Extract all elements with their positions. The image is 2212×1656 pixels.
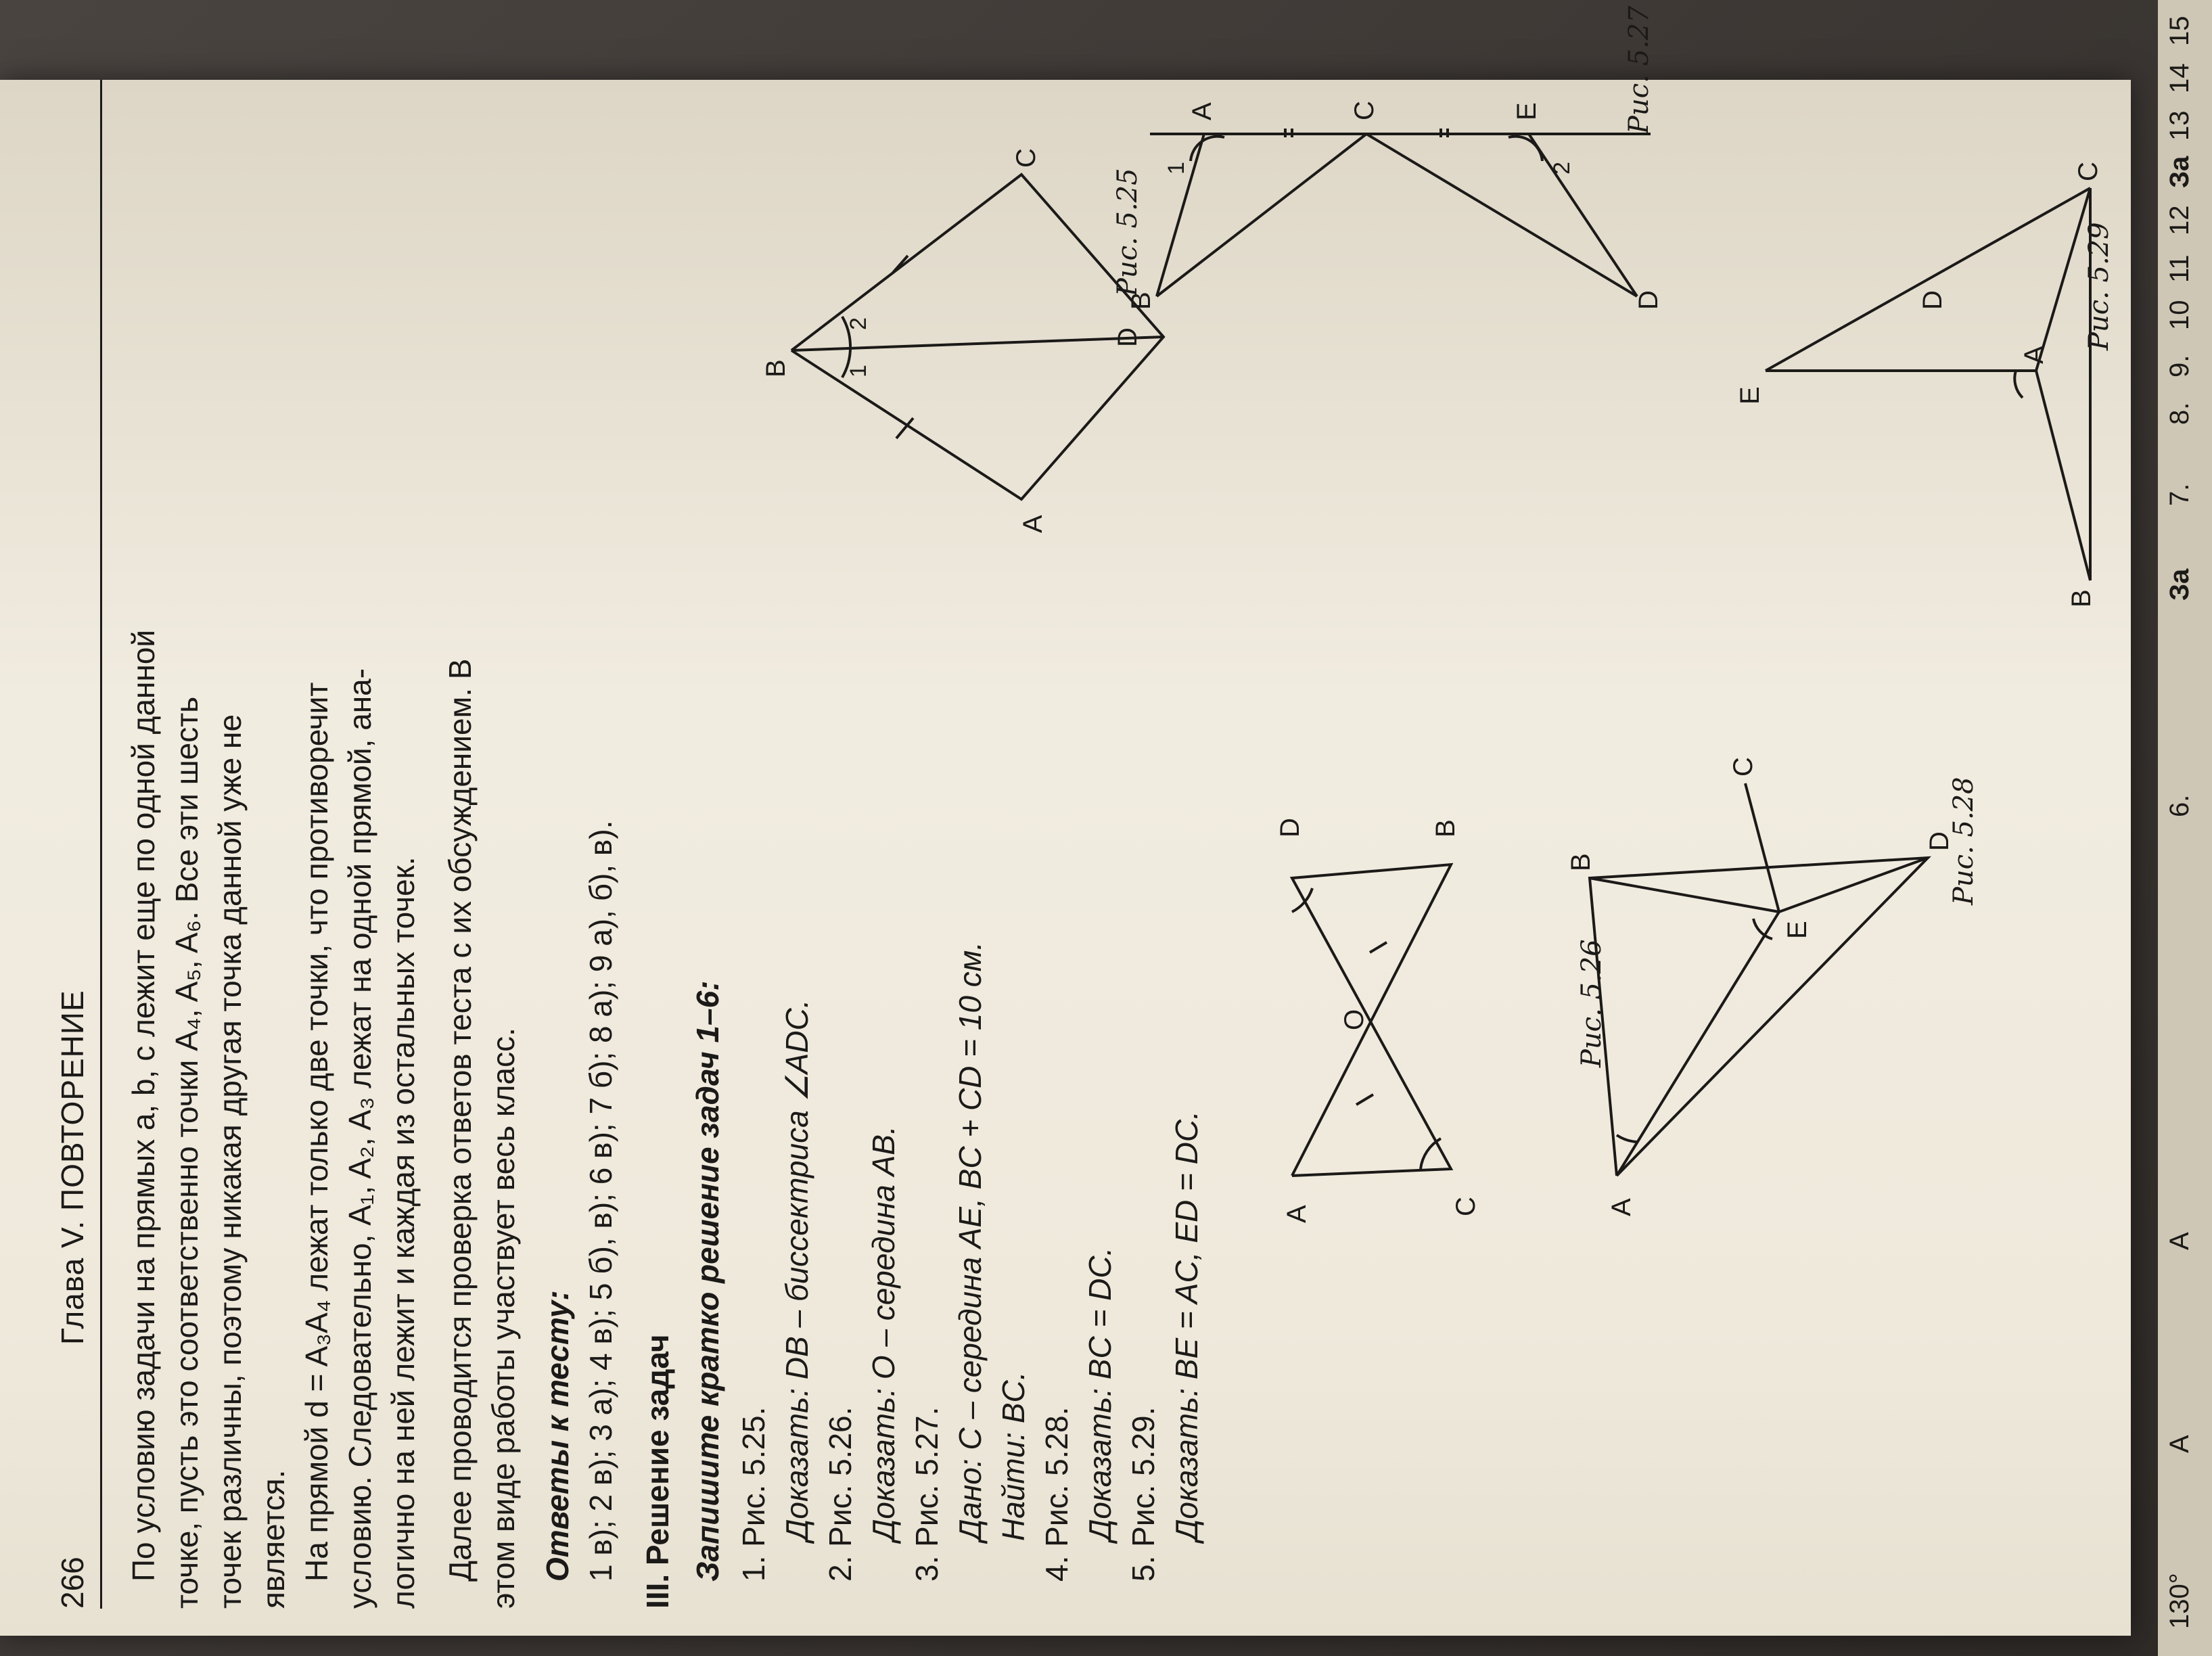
header-rule [100,80,102,1609]
fig-label: E [1512,102,1542,120]
paragraph-line: На прямой d = A₃A₄ лежат только две точки, что противоречит [299,682,334,1582]
task-item: Доказать: BE = AC, ED = DC. [1169,1111,1204,1541]
fig-label: C [1451,1197,1481,1216]
book-page [0,5,2131,1636]
segment-cb [1157,134,1366,296]
neighbor-text: 6. [2165,794,2194,817]
figure-5-27 [1123,80,1664,310]
figure-caption: Рис. 5.26 [1576,939,1607,1067]
figure-caption: Рис. 5.28 [1948,777,1979,905]
next-page-edge [2158,0,2212,1656]
kite-diagonal-bd [791,337,1163,350]
fig-label: C [1728,757,1758,777]
neighbor-text: A [2165,1232,2194,1250]
task-item: Доказать: DB – биссектриса ∠ADC. [779,999,814,1541]
figure-5-29 [1725,134,2104,689]
paragraph-line: условию. Следовательно, A₁, A₂, A₃ лежат на одной прямой, ана- [342,668,377,1609]
page-number: 266 [55,1557,90,1609]
task-item: Доказать: BC = DC. [1082,1247,1117,1541]
paragraph-line: этом виде работы участвует весь класс. [486,1028,521,1609]
figure-5-26 [1218,783,1522,1257]
triangle-abd [1590,858,1928,1176]
fig-label: A [2019,346,2049,364]
fig-label: D [1275,818,1305,837]
fig-label: A [1187,102,1217,120]
fig-label: C [1350,101,1379,120]
figure-caption: Рис. 5.25 [1112,168,1143,296]
figure-caption: Рис. 5.27 [1623,5,1655,134]
task-item: Дано: C – середина AE, BC + CD = 10 см. [952,941,988,1541]
polyline-e-a-b [1766,371,2090,580]
fig-label: 1 [846,365,871,377]
fig-label: E [1735,386,1765,405]
neighbor-text: 15 [2165,16,2194,46]
segment-ec [1766,188,2090,371]
paragraph-line: По условию задачи на прямых a, b, c лежит еще по одной данной [126,629,161,1582]
fig-label: 2 [1549,162,1575,175]
paragraph-line: точек различны, поэтому никакая другая точка данной уже не [212,714,248,1609]
fig-label: E [1782,921,1812,939]
neighbor-text: За [2165,156,2194,188]
fig-label: B [1126,292,1156,310]
fig-label: 2 [846,317,871,330]
fig-label: B [1431,819,1460,837]
fig-label: D [1113,327,1143,347]
neighbor-text: 10 [2165,300,2194,330]
fig-label: A [1607,1198,1636,1216]
neighbor-text: 14 [2165,63,2194,93]
fig-label: D [1925,831,1954,851]
fig-label: C [1011,148,1041,168]
bowtie-outline [1292,865,1451,1176]
neighbor-text: За [2165,568,2194,601]
answers-text: 1 в); 2 в); 3 а); 4 в); 5 б), в); 6 в); 7 б); 8 а); 9 а), б), в). [583,820,618,1582]
task-item: 1. Рис. 5.25. [736,1406,771,1582]
fig-label: D [1634,290,1663,310]
fig-label: B [2067,589,2096,607]
fig-label: C [2073,162,2103,181]
fig-label: D [1918,290,1948,310]
fig-label: B [761,359,791,377]
section-subtitle: Запишите кратко решение задач 1–6: [690,980,725,1582]
neighbor-text: A [2165,1435,2194,1453]
fig-label: B [1566,853,1596,871]
neighbor-text: 13 [2165,110,2194,141]
paragraph-line: Далее проводится проверка ответов теста с их обсуждением. В [442,658,478,1582]
task-item: 4. Рис. 5.28. [1039,1406,1074,1582]
neighbor-text: 9. [2165,354,2194,377]
neighbor-text: 130° [2165,1573,2194,1629]
chapter-title: Глава V. ПОВТОРЕНИЕ [55,990,90,1345]
neighbor-text: 7. [2165,483,2194,506]
section-title: III. Решение задач [640,1334,675,1609]
fig-label: 1 [1163,162,1189,175]
kite-outline [791,175,1163,499]
segment-cd [1366,134,1637,296]
fig-label: A [1282,1205,1312,1223]
paragraph-line: является. [256,1469,291,1609]
task-item: 2. Рис. 5.26. [823,1406,858,1582]
neighbor-text: 11 [2165,254,2194,283]
fig-label: A [1018,515,1048,533]
paragraph-line: логично на ней лежит и каждая из остальных точек. [386,856,421,1609]
answers-title: Ответы к тесту: [540,1290,575,1582]
figure-5-28 [1566,743,1955,1257]
task-item: 3. Рис. 5.27. [909,1406,944,1582]
neighbor-text: 12 [2165,205,2194,235]
task-item: Найти: BC. [996,1371,1031,1541]
task-item: 5. Рис. 5.29. [1126,1406,1161,1582]
paragraph-line: точке, пусть это соответственно точки A₄, A₅, A₆. Все эти шесть [169,696,204,1609]
fig-label: O [1339,1009,1369,1030]
figure-5-25 [731,93,1150,580]
task-item: Доказать: O – середина AB. [866,1126,901,1541]
neighbor-text: 8. [2165,402,2194,425]
figure-caption: Рис. 5.29 [2083,222,2115,350]
